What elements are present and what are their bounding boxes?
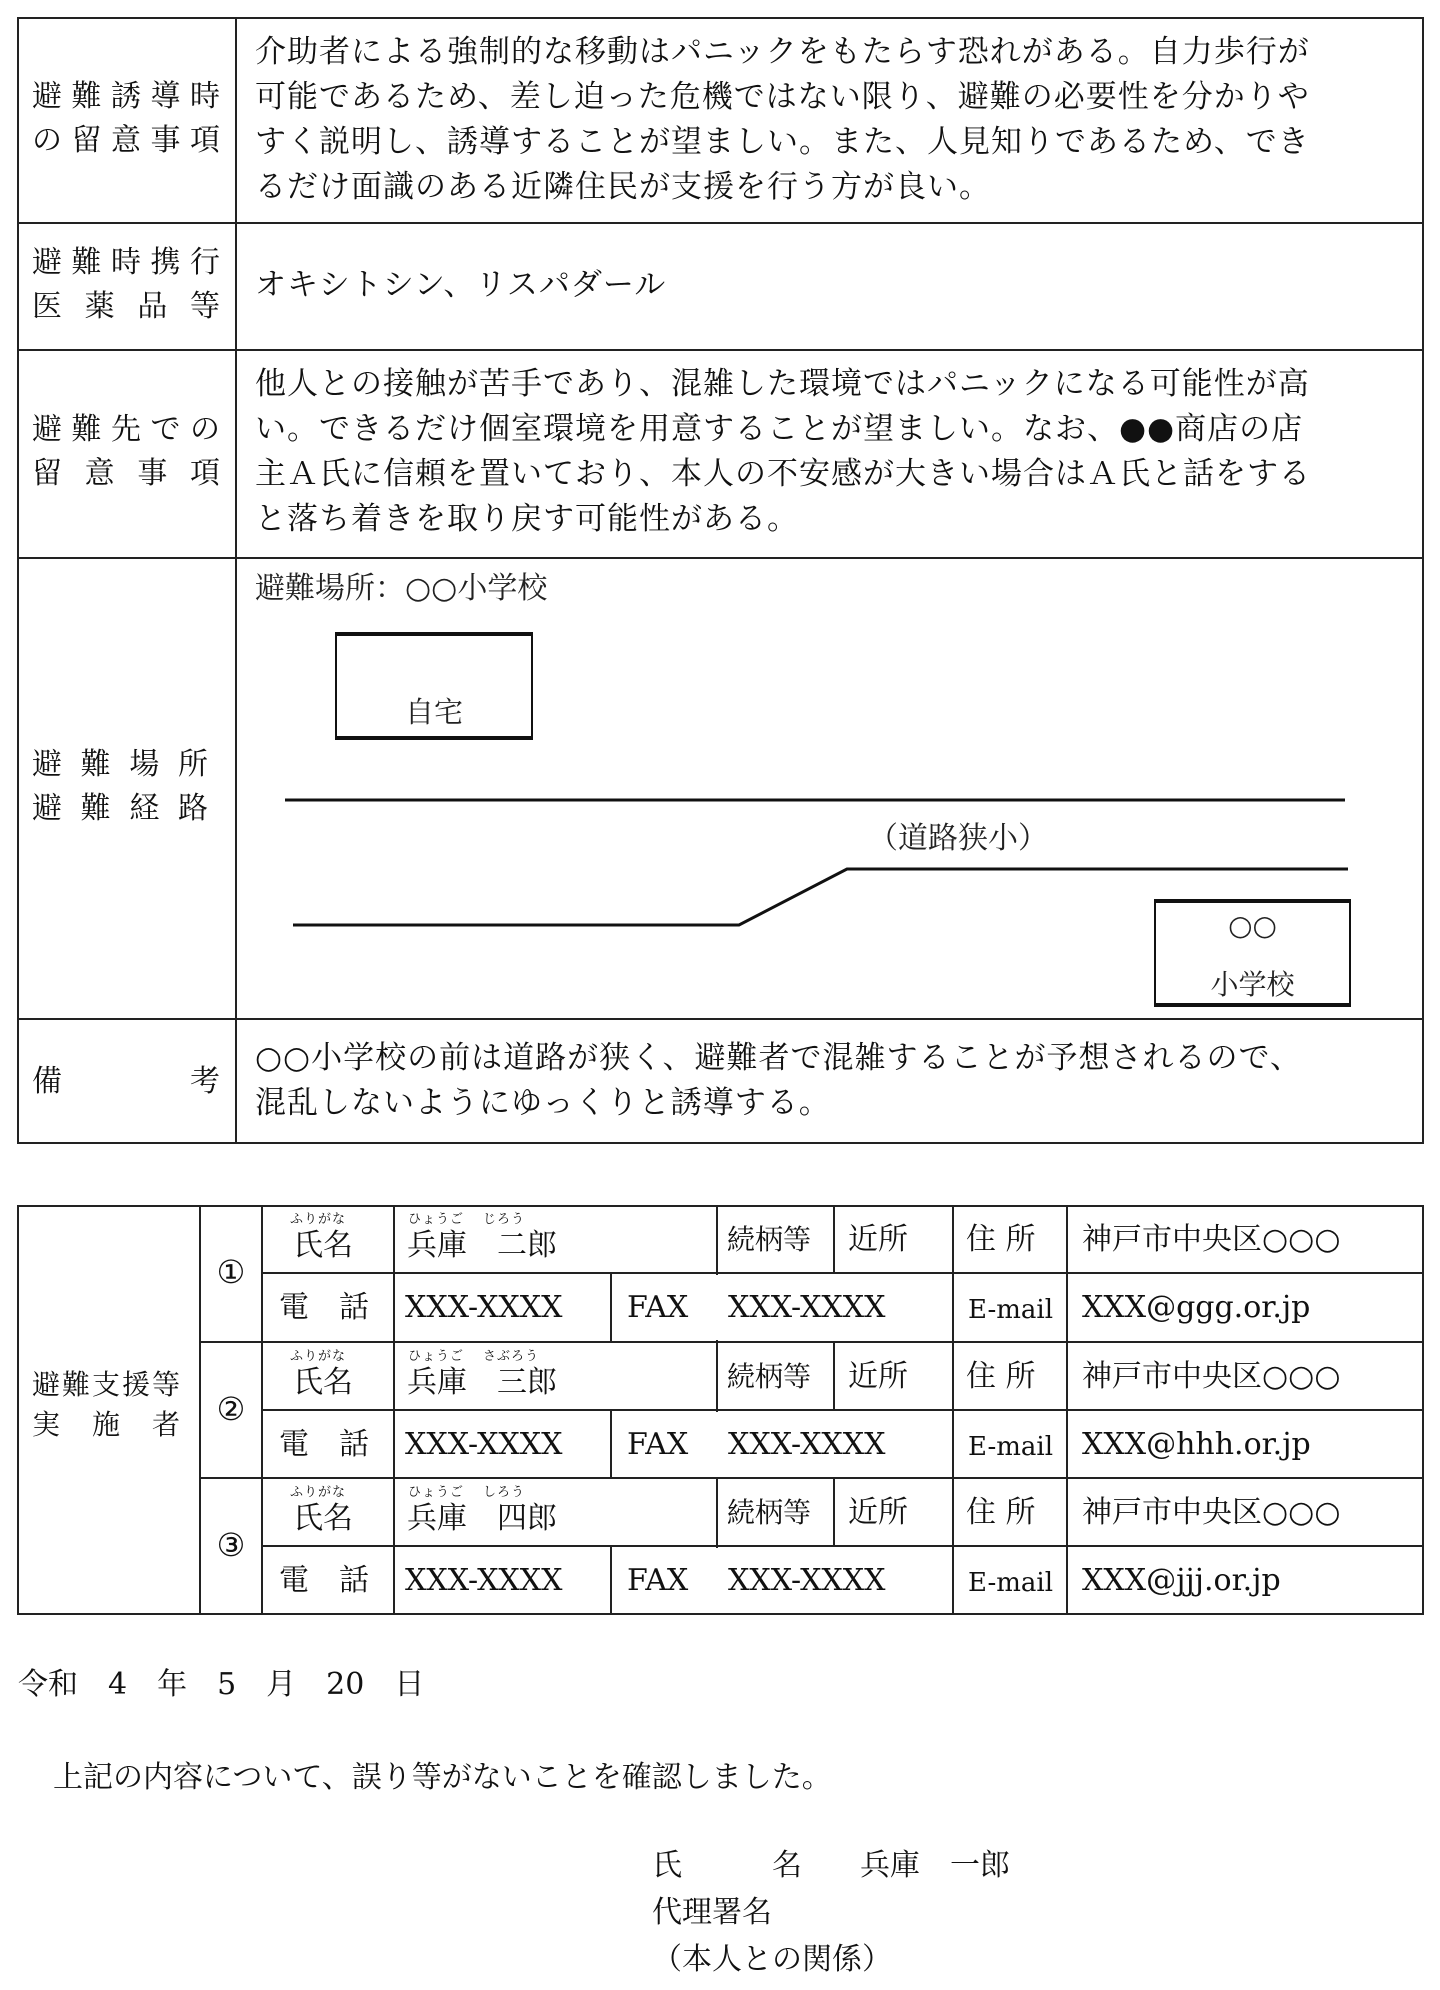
confirmation-statement: 上記の内容について、誤り等がないことを確認しました。 <box>53 1760 832 1795</box>
person-name: 兵庫 三郎 <box>407 1365 557 1400</box>
text-line: 可能であるため、差し迫った危機ではない限り、避難の必要性を分かりや <box>255 79 1310 115</box>
fax-cell-merge <box>716 1548 718 1613</box>
phone-value: XXX-XXXX <box>405 1563 563 1598</box>
relation-label: 続柄等 <box>727 1496 812 1529</box>
table-column-divider <box>833 1478 835 1546</box>
signer-name-value: 兵庫 一郎 <box>860 1848 1010 1883</box>
name-label: 氏名 <box>293 1228 353 1263</box>
address-label: 住 所 <box>966 1359 1036 1394</box>
confirmation-date: 令和 4 年 5 月 20 日 <box>18 1667 425 1702</box>
email-label: E-mail <box>968 1432 1054 1462</box>
relation-value: 近所 <box>848 1495 908 1530</box>
fax-cell-merge <box>716 1412 718 1477</box>
text-line: と落ち着きを取り戻す可能性がある。 <box>255 501 799 537</box>
name-ruby-given: じろう <box>483 1212 526 1227</box>
school-label-top: ○○ <box>1228 909 1277 942</box>
email-label: E-mail <box>968 1568 1054 1598</box>
proxy-signature-label: 代理署名 <box>652 1895 772 1930</box>
person-name: 兵庫 二郎 <box>407 1228 557 1263</box>
relation-value: 近所 <box>848 1359 908 1394</box>
relation-label: 続柄等 <box>727 1360 812 1393</box>
label-line: 避難場所 <box>32 747 222 782</box>
label-line: 医薬品等 <box>32 289 222 324</box>
label-char: 考 <box>190 1064 222 1099</box>
phone-value: XXX-XXXX <box>405 1427 563 1462</box>
person-number: ③ <box>216 1526 246 1564</box>
label-line: 実施者 <box>32 1408 182 1441</box>
fax-label: FAX <box>627 1427 689 1462</box>
label-line: 避難支援等 <box>32 1368 183 1401</box>
table-column-divider <box>610 1410 612 1478</box>
table-row-divider <box>261 1545 1424 1547</box>
label-line: 避難時携行 <box>32 245 222 280</box>
support-label <box>32 1365 182 1445</box>
phone-label: 電 話 <box>279 1563 369 1598</box>
fax-value: XXX-XXXX <box>728 1427 886 1462</box>
address-label: 住 所 <box>966 1495 1036 1530</box>
table-column-divider <box>610 1546 612 1614</box>
address-value: 神戸市中央区○○○ <box>1082 1495 1341 1530</box>
email-value: XXX@hhh.or.jp <box>1082 1427 1311 1462</box>
email-value: XXX@jjj.or.jp <box>1082 1563 1281 1598</box>
text-line: すく説明し、誘導することが望ましい。また、人見知りであるため、でき <box>255 124 1310 160</box>
label-line: 避難先での <box>32 412 222 447</box>
label-line: 留意事項 <box>32 456 222 491</box>
person-number: ① <box>216 1253 246 1291</box>
text-line: 混乱しないようにゆっくりと誘導する。 <box>255 1085 831 1121</box>
text-line: 他人との接触が苦手であり、混雑した環境ではパニックになる可能性が高 <box>255 366 1310 402</box>
table-row-divider <box>261 1272 1424 1274</box>
relation-label: （本人との関係） <box>652 1942 892 1977</box>
table-column-divider <box>199 1205 201 1615</box>
fax-value: XXX-XXXX <box>728 1563 886 1598</box>
phone-label: 電 話 <box>279 1290 369 1325</box>
table-row-divider <box>261 1409 1424 1411</box>
label-line: の留意事項 <box>32 123 222 158</box>
text-line: い。できるだけ個室環境を用意することが望ましい。なお、●●商店の店 <box>255 411 1304 447</box>
furigana-label: ふりがな <box>290 1212 347 1227</box>
table-column-divider <box>716 1342 718 1410</box>
address-value: 神戸市中央区○○○ <box>1082 1222 1341 1257</box>
furigana-label: ふりがな <box>290 1349 347 1364</box>
home-label: 自宅 <box>404 695 463 729</box>
name-ruby-family: ひょうご <box>408 1349 465 1364</box>
text-line: 主Ａ氏に信頼を置いており、本人の不安感が大きい場合はＡ氏と話をする <box>255 456 1311 492</box>
phone-value: XXX-XXXX <box>405 1290 563 1325</box>
signer-name-label: 氏 名 <box>652 1848 802 1883</box>
table-column-divider <box>716 1205 718 1273</box>
email-label: E-mail <box>968 1295 1054 1325</box>
address-label: 住 所 <box>966 1222 1036 1257</box>
remarks-text <box>255 1036 1302 1126</box>
name-ruby-family: ひょうご <box>408 1485 465 1500</box>
relation-label: 続柄等 <box>727 1223 812 1256</box>
furigana-label: ふりがな <box>290 1485 347 1500</box>
text-line: ○○小学校の前は道路が狭く、避難者で混雑することが予想されるので、 <box>255 1040 1302 1076</box>
narrow-road-note: （道路狭小） <box>868 821 1048 856</box>
text-line: るだけ面識のある近隣住民が支援を行う方が良い。 <box>255 169 991 205</box>
text-line: オキシトシン、リスパダール <box>255 267 667 303</box>
person-name: 兵庫 四郎 <box>407 1501 557 1536</box>
label-char: 備 <box>32 1064 64 1099</box>
relation-value: 近所 <box>848 1222 908 1257</box>
table-row-divider <box>199 1341 1424 1343</box>
fax-label: FAX <box>627 1563 689 1598</box>
name-ruby-given: さぶろう <box>483 1349 540 1364</box>
shelter-title: 避難場所：○○小学校 <box>255 571 548 606</box>
table-column-divider <box>833 1205 835 1273</box>
table-column-divider <box>610 1273 612 1341</box>
email-value: XXX@ggg.or.jp <box>1082 1290 1311 1325</box>
table-column-divider <box>716 1478 718 1546</box>
row-label-remarks <box>32 1060 222 1104</box>
school-label-bottom: 小学校 <box>1210 968 1295 1001</box>
name-label: 氏名 <box>293 1501 353 1536</box>
school-box <box>1154 899 1351 1007</box>
table-row-divider <box>199 1477 1424 1479</box>
fax-label: FAX <box>627 1290 689 1325</box>
fax-value: XXX-XXXX <box>728 1290 886 1325</box>
name-ruby-given: しろう <box>483 1485 526 1500</box>
table-column-divider <box>833 1342 835 1410</box>
phone-label: 電 話 <box>279 1427 369 1462</box>
label-line: 避難誘導時 <box>32 79 222 114</box>
person-number: ② <box>216 1390 246 1428</box>
name-ruby-family: ひょうご <box>408 1212 465 1227</box>
address-value: 神戸市中央区○○○ <box>1082 1359 1341 1394</box>
label-line: 避難経路 <box>32 791 222 826</box>
name-label: 氏名 <box>293 1365 353 1400</box>
fax-cell-merge <box>716 1275 718 1340</box>
text-line: 介助者による強制的な移動はパニックをもたらす恐れがある。自力歩行が <box>255 34 1310 70</box>
